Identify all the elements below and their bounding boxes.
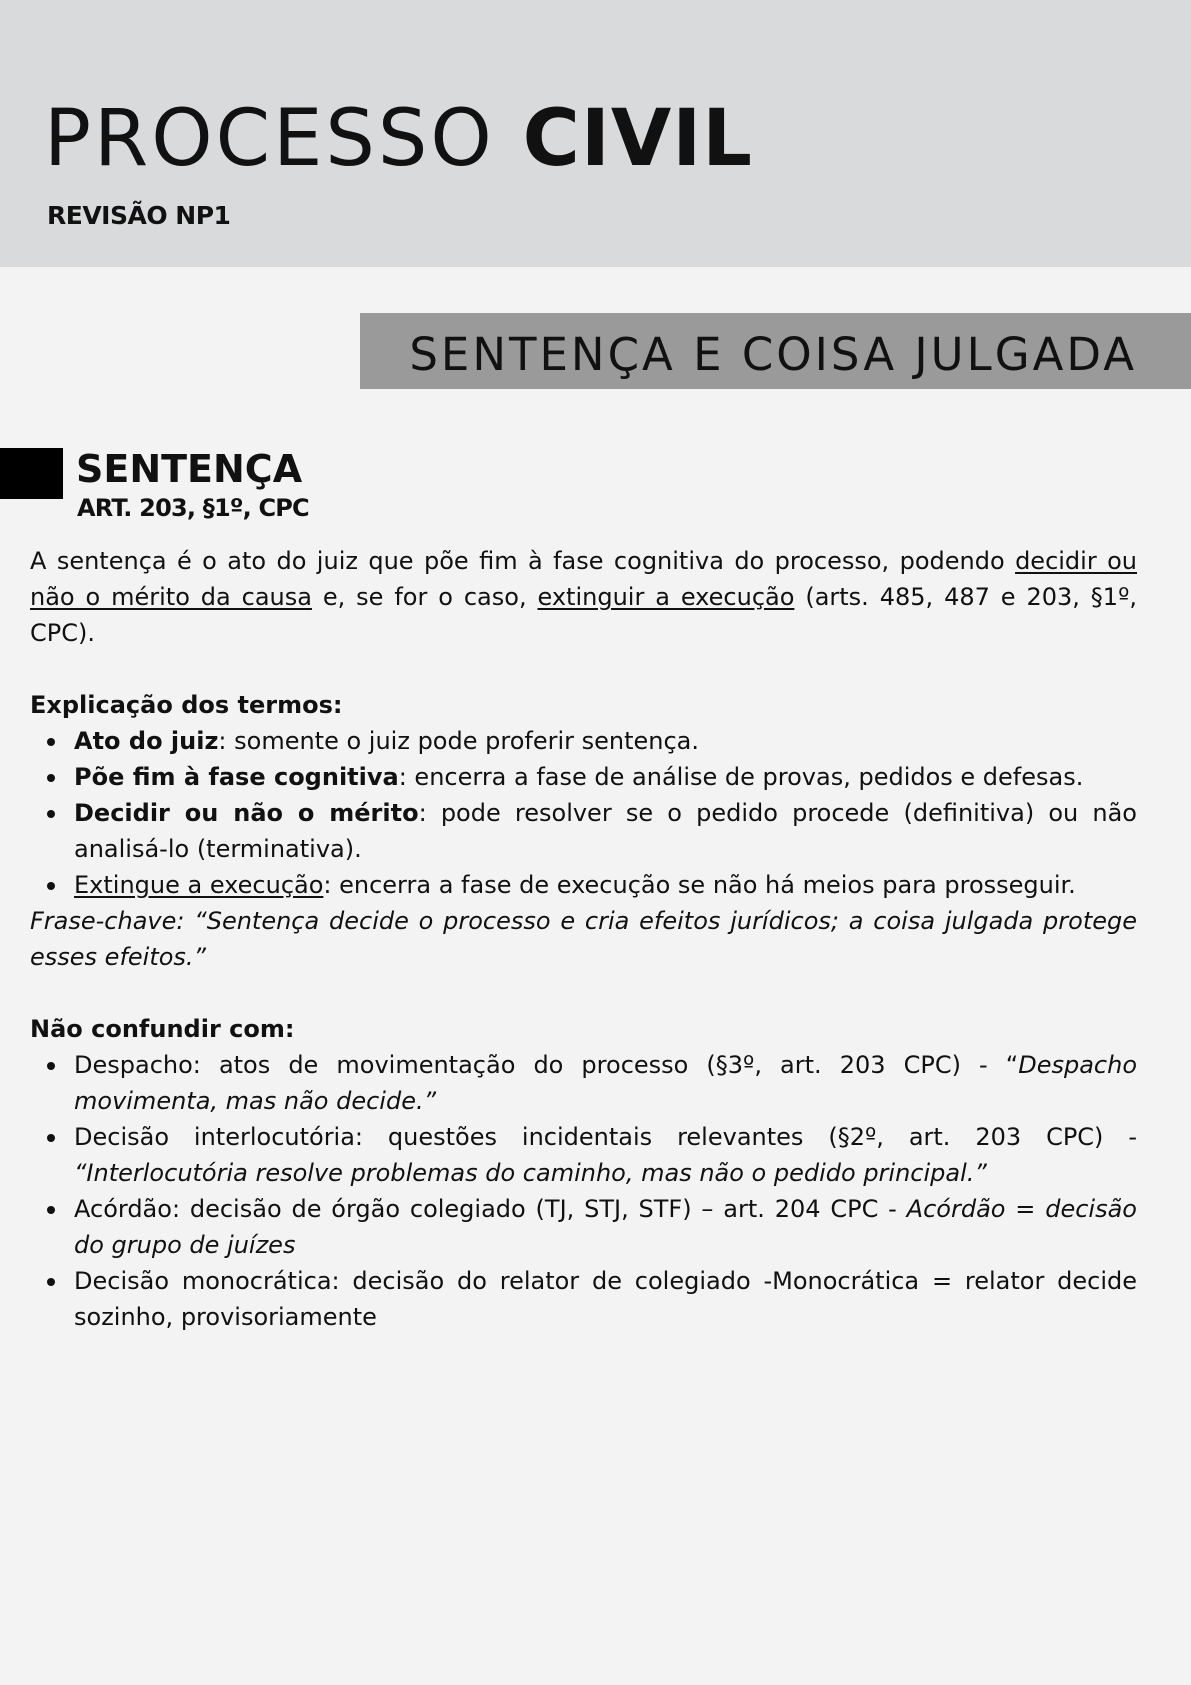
term-label: Extingue a execução [74, 871, 324, 899]
term-text: : pode resolver se o pedido procede (definitiva) ou não analisá-lo (terminativa). [74, 799, 1137, 863]
spacer [30, 975, 1137, 1011]
section-banner [360, 313, 1191, 389]
list-item [74, 1191, 1137, 1263]
terms-heading: Explicação dos termos: [30, 691, 343, 719]
item-italic: Despacho movimenta, mas não decide.” [74, 1051, 1137, 1115]
term-text: : somente o juiz pode proferir sentença. [218, 727, 700, 755]
intro-text-2: e, se for o caso, [311, 583, 538, 611]
item-text: Decisão monocrática: decisão do relator de colegiado -Monocrática = relator decide sozinho, provisoriamente [74, 1267, 1137, 1331]
item-italic: “Interlocutória resolve problemas do caminho, mas não o pedido principal.” [74, 1159, 987, 1187]
header-band [0, 0, 1191, 267]
term-label: Põe fim à fase cognitiva [74, 763, 399, 791]
title-bold: CIVIL [522, 94, 753, 184]
list-item [74, 867, 1137, 903]
list-item [74, 1119, 1137, 1191]
terms-list [30, 723, 1137, 903]
page-title [44, 94, 753, 184]
section-marker-block [0, 448, 63, 499]
intro-underline-1: decidir ou não o mérito da causa [30, 547, 1137, 611]
term-label: Ato do juiz [74, 727, 219, 755]
banner-title: SENTENÇA E COISA JULGADA [409, 328, 1137, 381]
key-phrase [30, 903, 1137, 975]
item-italic: Acórdão = decisão do grupo de juízes [74, 1195, 1137, 1259]
item-text: Despacho: atos de movimentação do processo (§3º, art. 203 CPC) - “ [74, 1051, 1019, 1079]
title-light: PROCESSO [44, 94, 495, 184]
list-item [74, 759, 1137, 795]
spacer [30, 651, 1137, 687]
term-label: Decidir ou não o mérito [74, 799, 419, 827]
item-text: Acórdão: decisão de órgão colegiado (TJ, STJ, STF) – art. 204 CPC - [74, 1195, 907, 1223]
confuse-list [30, 1047, 1137, 1335]
list-item [74, 1047, 1137, 1119]
term-text: : encerra a fase de execução se não há meios para prosseguir. [323, 871, 1076, 899]
term-text: : encerra a fase de análise de provas, pedidos e defesas. [398, 763, 1084, 791]
confuse-heading: Não confundir com: [30, 1015, 295, 1043]
list-item [74, 723, 1137, 759]
list-item [74, 795, 1137, 867]
key-phrase-text: Frase-chave: “Sentença decide o processo e cria efeitos jurídicos; a coisa julgada protege esses efeitos.” [30, 907, 1137, 971]
list-item [74, 1263, 1137, 1335]
intro-paragraph [30, 543, 1137, 651]
section-title: SENTENÇA [76, 447, 303, 491]
section-reference: ART. 203, §1º, CPC [77, 494, 309, 522]
intro-text-3: (arts. 485, 487 e 203, §1º, CPC). [30, 583, 1138, 647]
item-text: Decisão interlocutória: questões incidentais relevantes (§2º, art. 203 CPC) - [74, 1123, 1137, 1151]
content-body [30, 543, 1137, 1335]
intro-text-1: A sentença é o ato do juiz que põe fim à fase cognitiva do processo, podendo [30, 547, 1016, 575]
page-subtitle: REVISÃO NP1 [47, 201, 231, 230]
intro-underline-2: extinguir a execução [537, 583, 795, 611]
